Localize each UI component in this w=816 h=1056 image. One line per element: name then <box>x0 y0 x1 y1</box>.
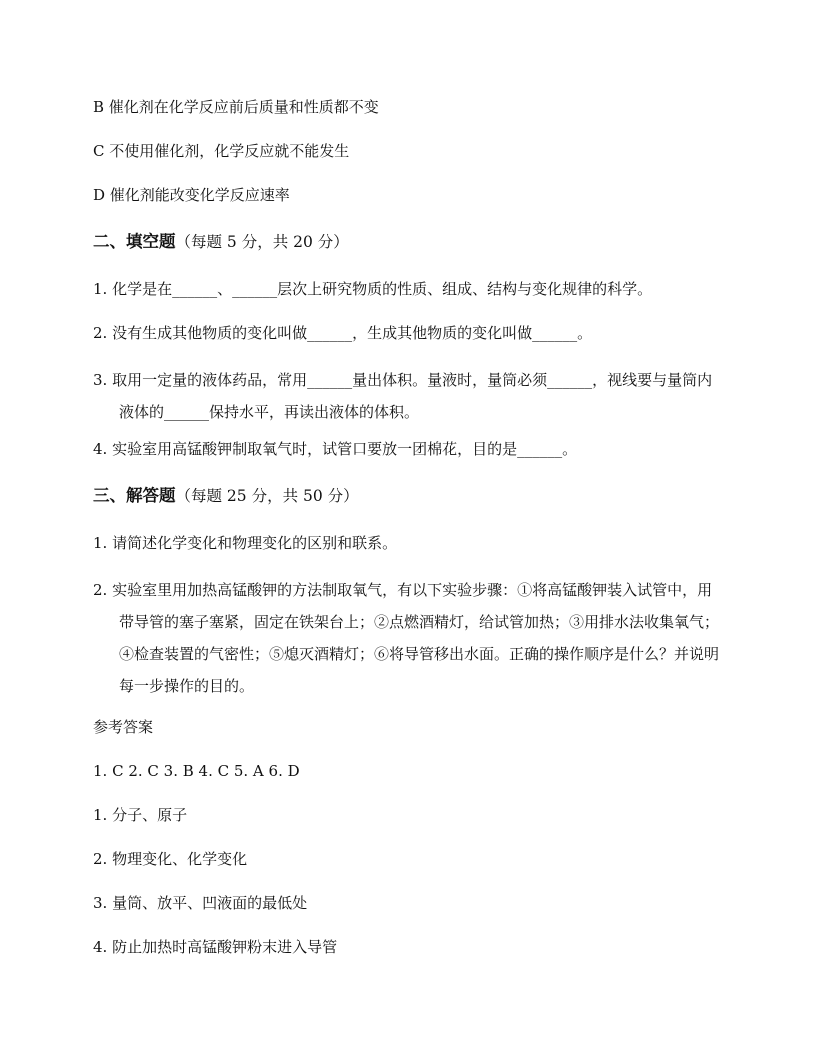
section2-title: 二、填空题 <box>93 232 176 251</box>
choice-d: D 催化剂能改变化学反应速率 <box>93 186 290 204</box>
fill-question-4: 4. 实验室用高锰酸钾制取氧气时，试管口要放一团棉花，目的是______。 <box>93 440 578 458</box>
choice-c: C 不使用催化剂，化学反应就不能发生 <box>93 142 350 160</box>
answer-question-2: 2. 实验室里用加热高锰酸钾的方法制取氧气，有以下实验步骤：①将高锰酸钾装入试管中，用带导管的塞子塞紧，固定在铁架台上；②点燃酒精灯，给试管加热；③用排水法收集氧气；④检查装置的气密性；⑤熄灭酒精灯；⑥将导管移出水面。正确的操作顺序是什么？并说明每一步操作的目的。 <box>93 581 720 695</box>
section3-note: （每题 25 分，共 50 分） <box>175 487 359 505</box>
fill-question-3: 3. 取用一定量的液体药品，常用______量出体积。量液时，量筒必须______，视线要与量筒内液体的______保持水平，再读出液体的体积。 <box>93 371 713 421</box>
fill-question-1: 1. 化学是在______、______层次上研究物质的性质、组成、结构与变化规律的科学。 <box>93 280 653 298</box>
answer-choice-key: 1. C 2. C 3. B 4. C 5. A 6. D <box>93 762 300 780</box>
answer-fill-2: 2. 物理变化、化学变化 <box>93 850 248 868</box>
answer-fill-4: 4. 防止加热时高锰酸钾粉末进入导管 <box>93 938 338 956</box>
fill-question-2: 2. 没有生成其他物质的变化叫做______，生成其他物质的变化叫做______。 <box>93 324 593 342</box>
section3-title: 三、解答题 <box>93 486 176 505</box>
answer-fill-1: 1. 分子、原子 <box>93 806 188 824</box>
section2-note: （每题 5 分，共 20 分） <box>175 233 349 251</box>
section2-heading <box>93 230 723 254</box>
choice-b: B 催化剂在化学反应前后质量和性质都不变 <box>93 98 379 116</box>
answers-title: 参考答案 <box>93 718 154 736</box>
document-page <box>93 92 723 958</box>
answer-fill-3: 3. 量筒、放平、凹液面的最低处 <box>93 894 308 912</box>
section3-heading <box>93 484 723 508</box>
answer-question-1: 1. 请简述化学变化和物理变化的区别和联系。 <box>93 534 398 552</box>
